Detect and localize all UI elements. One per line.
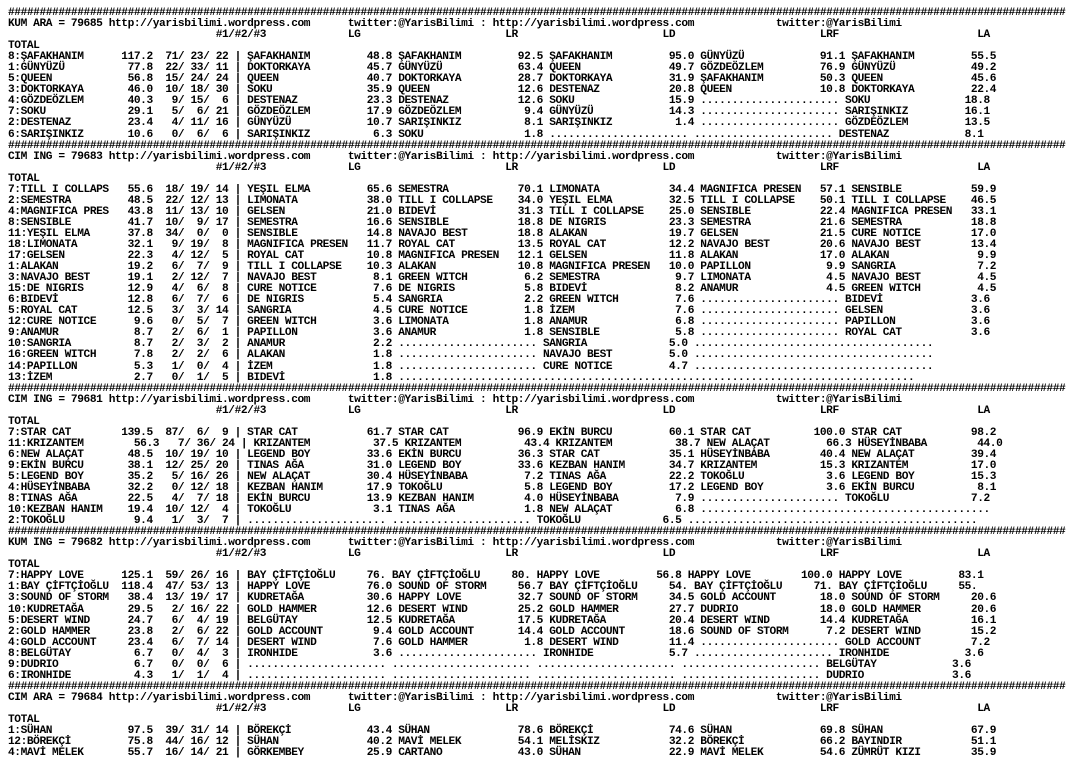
column-header: #1/#2/#3 LG LR LD LRF LA: [8, 29, 990, 42]
separator-line: ########################################################################################################################################################################: [8, 139, 1066, 152]
result-row: 13:İZEM 2.7 0/ 1/ 5 | BIDEVİ 1.8 ..................................................................................: [8, 371, 915, 384]
result-row: 10:SANGRIA 8.7 2/ 3/ 2 | ANAMUR 2.2 ...................... SANGRIA 5.0 ......................................: [8, 338, 934, 351]
result-row: 4:HÜSEYİNBABA 32.2 0/ 12/ 18 | KEZBAN HANIM 17.9 TOKOĞLU 5.8 LEGEND BOY 17.2 LEGEND BOY 3.6 EKİN BURCU 8.1: [8, 482, 997, 495]
column-header: TOTAL: [8, 415, 959, 428]
result-row: 1:BAY ÇİFTÇİOĞLU 118.4 47/ 53/ 13 | HAPPY LOVE 76.0 SOUND OF STORM 56.7 BAY ÇİFTÇİOĞLU 54. BAY ÇİFTÇİOĞLU 71. BAY ÇİFTÇİOĞLU 55.: [8, 581, 978, 594]
separator-line: ########################################################################################################################################################################: [8, 680, 1066, 693]
result-row: 12:BÖREKÇİ 75.8 44/ 16/ 12 | SÜHAN 40.2 MAVİ MELEK 54.1 MELİSKIZ 32.2 BÖREKÇİ 66.2 BAYINDIR 51.1: [8, 736, 997, 749]
section-header: CIM ARA = 79684 http://yarisbilimi.wordpress.com twitter:@YarisBilimi : http://yarisbilimi.wordpress.com twitter:@YarisBilimi: [8, 691, 902, 704]
result-row: 4:GOLD ACCOUNT 23.4 6/ 7/ 14 | DESERT WIND 7.6 GOLD HAMMER 1.8 DESERT WIND 11.4 ...................... GOLD ACCOUNT 7.2: [8, 636, 990, 649]
separator-line: ########################################################################################################################################################################: [8, 526, 1066, 539]
result-row: 7:HAPPY LOVE 125.1 59/ 26/ 16 | BAY ÇİFTÇİOĞLU 76. BAY ÇİFTÇİOĞLU 80. HAPPY LOVE 56.8 HAPPY LOVE 100.0 HAPPY LOVE 83.1: [8, 570, 984, 583]
result-row: 4:MAGNIFICA PRES 43.8 11/ 13/ 10 | GELSEN 21.0 BIDEVİ 31.3 TILL I COLLAPSE 25.0 SENSIBLE 22.4 MAGNIFICA PRESEN 33.1: [8, 205, 997, 218]
result-row: 2:DESTENAZ 23.4 4/ 11/ 16 | GÜNYÜZÜ 10.7 SARIŞINKIZ 8.1 SARIŞINKIZ 1.4 ...................... GÖZDEÖZLEM 13.5: [8, 117, 990, 130]
result-row: 6:SARIŞINKIZ 10.6 0/ 6/ 6 | SARIŞINKIZ 6.3 SOKU 1.8 ...................... ...................... DESTENAZ 8.1: [8, 128, 984, 141]
column-header: #1/#2/#3 LG LR LD LRF LA: [8, 702, 990, 715]
result-row: 2:SEMESTRA 48.5 22/ 12/ 13 | LIMONATA 38.0 TILL I COLLAPSE 34.0 YEŞIL ELMA 32.5 TILL I COLLAPSE 50.1 TILL I COLLAPSE 46.5: [8, 194, 997, 207]
section-header: CIM ING = 79683 http://yarisbilimi.wordpress.com twitter:@YarisBilimi : http://yarisbilimi.wordpress.com twitter:@YarisBilimi: [8, 150, 902, 163]
column-header: #1/#2/#3 LG LR LD LRF LA: [8, 548, 990, 561]
result-row: 7:TILL I COLLAPS 55.6 18/ 19/ 14 | YEŞIL ELMA 65.6 SEMESTRA 70.1 LIMONATA 34.4 MAGNIFICA PRESEN 57.1 SENSIBLE 59.9: [8, 183, 997, 196]
result-row: 5:LEGEND BOY 35.2 5/ 16/ 26 | NEW ALAÇAT 30.4 HÜSEYİNBABA 7.2 TINAS AĞA 22.2 TOKOĞLU 3.6 LEGEND BOY 15.3: [8, 470, 997, 483]
result-row: 6:BIDEVİ 12.8 6/ 7/ 6 | DE NIGRIS 5.4 SANGRIA 2.2 GREEN WITCH 7.6 ...................... BIDEVİ 3.6: [8, 294, 990, 307]
result-row: 6:NEW ALAÇAT 48.5 10/ 19/ 10 | LEGEND BOY 33.6 EKİN BURCU 36.3 STAR CAT 35.1 HÜSEYİNBABA 40.4 NEW ALAÇAT 39.4: [8, 448, 997, 461]
result-row: 9:EKİN BURCU 38.1 12/ 25/ 20 | TINAS AĞA 31.0 LEGEND BOY 33.6 KEZBAN HANIM 34.7 KRIZANTEM 15.3 KRIZANTEM 17.0: [8, 459, 997, 472]
result-row: 10:KUDRETAĞA 29.5 2/ 16/ 22 | GOLD HAMMER 12.6 DESERT WIND 25.2 GOLD HAMMER 27.7 DUDRIO 18.0 GOLD HAMMER 20.6: [8, 603, 997, 616]
result-row: 6:IRONHIDE 4.3 1/ 1/ 4 | ...................... ...................... ...................... ...................... DUDRIO 3.6: [8, 669, 971, 682]
result-row: 18:LIMONATA 32.1 9/ 19/ 8 | MAGNIFICA PRESEN 11.7 ROYAL CAT 13.5 ROYAL CAT 12.2 NAVAJO BEST 20.6 NAVAJO BEST 13.4: [8, 238, 997, 251]
result-row: 7:STAR CAT 139.5 87/ 6/ 9 | STAR CAT 61.7 STAR CAT 96.9 EKİN BURCU 60.1 STAR CAT 100.0 STAR CAT 98.2: [8, 426, 997, 439]
result-row: 1:ALAKAN 19.2 6/ 7/ 9 | TILL I COLLAPSE 10.3 ALAKAN 10.8 MAGNIFICA PRESEN 10.0 PAPILLON 9.9 SANGRIA 7.2: [8, 261, 997, 274]
column-header: #1/#2/#3 LG LR LD LRF LA: [8, 161, 990, 174]
column-header: #1/#2/#3 LG LR LD LRF LA: [8, 404, 990, 417]
column-header: TOTAL: [8, 559, 959, 572]
column-header: TOTAL: [8, 40, 959, 53]
result-row: 14:PAPILLON 5.3 1/ 0/ 4 | İZEM 1.8 ...................... CURE NOTICE 4.7 ......................................: [8, 360, 934, 373]
result-row: 11:YEŞIL ELMA 37.8 34/ 0/ 0 | SENSIBLE 14.8 NAVAJO BEST 18.8 ALAKAN 19.7 GELSEN 21.5 CURE NOTICE 17.0: [8, 227, 997, 240]
result-row: 5:ROYAL CAT 12.5 3/ 3/ 14 | SANGRIA 4.5 CURE NOTICE 1.8 İZEM 7.6 ...................... GELSEN 3.6: [8, 305, 990, 318]
result-row: 11:KRIZANTEM 56.3 7/ 36/ 24 | KRIZANTEM 37.5 KRIZANTEM 43.4 KRIZANTEM 38.7 NEW ALAÇAT 66.3 HÜSEYİNBABA 44.0: [8, 437, 1003, 450]
result-row: 17:GELSEN 22.3 4/ 12/ 5 | ROYAL CAT 10.8 MAGNIFICA PRESEN 12.1 GELSEN 11.8 ALAKAN 17.0 ALAKAN 9.9: [8, 250, 997, 263]
result-row: 3:SOUND OF STORM 38.4 13/ 19/ 17 | KUDRETAĞA 30.6 HAPPY LOVE 32.7 SOUND OF STORM 34.5 GOLD ACCOUNT 18.0 SOUND OF STORM 20.6: [8, 592, 997, 605]
result-row: 8:ŞAFAKHANIM 117.2 71/ 23/ 22 | ŞAFAKHANIM 48.8 ŞAFAKHANIM 92.5 ŞAFAKHANIM 95.0 GÜNYÜZÜ 91.1 ŞAFAKHANIM 55.5: [8, 51, 997, 64]
result-row: 7:SOKU 29.1 5/ 6/ 21 | GÖZDEÖZLEM 17.9 GÖZDEÖZLEM 9.4 GÜNYÜZÜ 14.3 ...................... SARIŞINKIZ 16.1: [8, 106, 990, 119]
result-row: 8:BELGÜTAY 6.7 0/ 4/ 3 | IRONHIDE 3.6 ...................... IRONHIDE 5.7 ...................... IRONHIDE 3.6: [8, 647, 984, 660]
result-row: 8:SENSIBLE 41.7 10/ 9/ 17 | SEMESTRA 16.6 SENSIBLE 18.8 DE NIGRIS 23.3 SEMESTRA 21.6 SEMESTRA 18.8: [8, 216, 997, 229]
result-row: 12:CURE NOTICE 9.6 0/ 5/ 7 | GREEN WITCH 3.6 LIMONATA 1.8 ANAMUR 6.8 ...................... PAPILLON 3.6: [8, 316, 990, 329]
section-header: KUM ARA = 79685 http://yarisbilimi.wordpress.com twitter:@YarisBilimi : http://yarisbilimi.wordpress.com twitter:@YarisBilimi: [8, 18, 902, 31]
result-row: 3:NAVAJO BEST 19.1 2/ 12/ 7 | NAVAJO BEST 8.1 GREEN WITCH 6.2 SEMESTRA 9.7 LIMONATA 4.5 NAVAJO BEST 4.5: [8, 272, 997, 285]
separator-line: ########################################################################################################################################################################: [8, 7, 1066, 19]
result-row: 1:GÜNYÜZÜ 77.8 22/ 33/ 11 | DOKTORKAYA 45.7 GÜNYÜZÜ 63.4 QUEEN 49.7 GÖZDEÖZLEM 76.9 GÜNYÜZÜ 49.2: [8, 62, 997, 75]
result-row: 4:MAVİ MELEK 55.7 16/ 14/ 21 | GÖRKEMBEY 25.9 CARTANO 43.0 SÜHAN 22.9 MAVİ MELEK 54.6 ZÜMRÜT KIZI 35.9: [8, 747, 997, 759]
column-header: TOTAL: [8, 714, 959, 726]
result-row: 2:GOLD HAMMER 23.8 2/ 6/ 22 | GOLD ACCOUNT 9.4 GOLD ACCOUNT 14.4 GOLD ACCOUNT 18.6 SOUND OF STORM 7.2 DESERT WIND 15.2: [8, 625, 997, 638]
result-row: 3:DOKTORKAYA 46.0 10/ 18/ 30 | SOKU 35.9 QUEEN 12.6 DESTENAZ 20.8 QUEEN 10.8 DOKTORKAYA 22.4: [8, 84, 997, 97]
result-row: 10:KEZBAN HANIM 19.4 10/ 12/ 4 | TOKOĞLU 3.1 TINAS AĞA 1.8 NEW ALAÇAT 6.8 ..............................................: [8, 504, 990, 517]
result-row: 15:DE NIGRIS 12.9 4/ 6/ 8 | CURE NOTICE 7.6 DE NIGRIS 5.8 BIDEVİ 8.2 ANAMUR 4.5 GREEN WITCH 4.5: [8, 283, 997, 296]
result-row: 1:SÜHAN 97.5 39/ 31/ 14 | BÖREKÇİ 43.4 SÜHAN 78.6 BÖREKÇİ 74.6 SÜHAN 69.8 SÜHAN 67.9: [8, 725, 997, 738]
result-row: 9:ANAMUR 8.7 2/ 6/ 1 | PAPILLON 3.6 ANAMUR 1.8 SENSIBLE 5.8 ...................... ROYAL CAT 3.6: [8, 327, 990, 340]
result-row: 5:QUEEN 56.8 15/ 24/ 24 | QUEEN 40.7 DOKTORKAYA 28.7 DOKTORKAYA 31.9 ŞAFAKHANIM 50.3 QUEEN 45.6: [8, 73, 997, 86]
section-header: CIM ING = 79681 http://yarisbilimi.wordpress.com twitter:@YarisBilimi : http://yarisbilimi.wordpress.com twitter:@YarisBilimi: [8, 393, 902, 406]
result-row: 4:GÖZDEÖZLEM 40.3 9/ 15/ 6 | DESTENAZ 23.3 DESTENAZ 12.6 SOKU 15.9 ...................... SOKU 18.8: [8, 95, 990, 108]
result-row: 5:DESERT WIND 24.7 6/ 4/ 19 | BELGÜTAY 12.5 KUDRETAĞA 17.5 KUDRETAĞA 20.4 DESERT WIND 14.4 KUDRETAĞA 16.1: [8, 614, 997, 627]
result-row: 9:DUDRIO 6.7 0/ 0/ 6 | ...................... ...................... ...................... ...................... BELGÜTAY 3.6: [8, 658, 971, 671]
result-row: 2:TOKOĞLU 9.4 1/ 3/ 7 | ...................... ...................... TOKOĞLU 6.5 ..............................................: [8, 515, 978, 528]
section-header: KUM ING = 79682 http://yarisbilimi.wordpress.com twitter:@YarisBilimi : http://yarisbilimi.wordpress.com twitter:@YarisBilimi: [8, 537, 902, 550]
result-row: 16:GREEN WITCH 7.8 2/ 2/ 6 | ALAKAN 1.8 ...................... NAVAJO BEST 5.0 ......................................: [8, 349, 934, 362]
separator-line: ########################################################################################################################################################################: [8, 382, 1066, 395]
result-row: 8:TINAS AĞA 22.5 4/ 7/ 18 | EKİN BURCU 13.9 KEZBAN HANIM 4.0 HÜSEYİNBABA 7.9 ...................... TOKOĞLU 7.2: [8, 493, 990, 506]
column-header: TOTAL: [8, 172, 959, 185]
